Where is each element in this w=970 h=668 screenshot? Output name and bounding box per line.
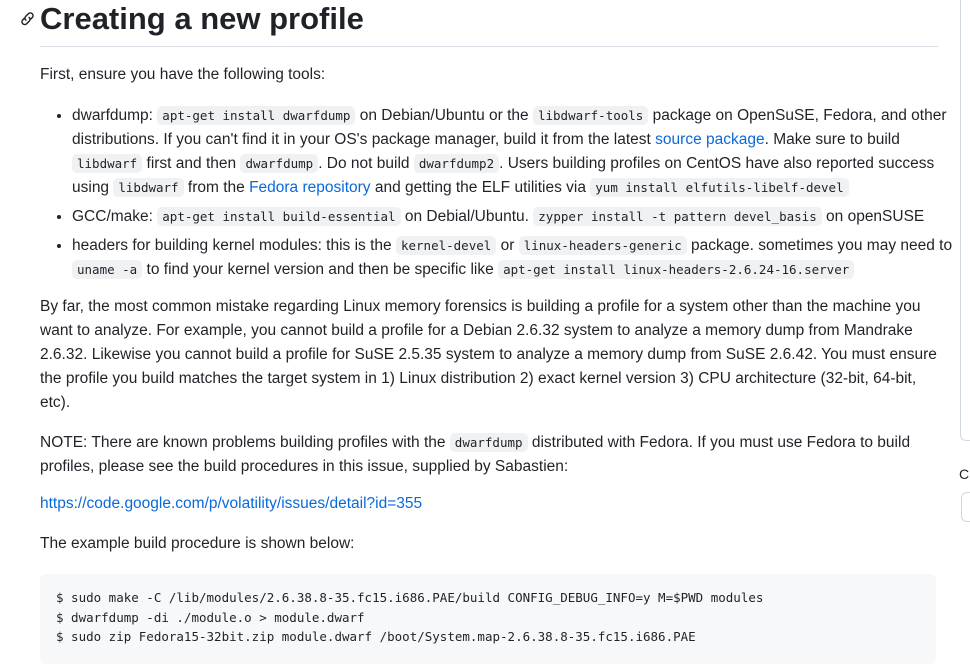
text: from the <box>183 179 250 196</box>
code-line: $ dwarfdump -di ./module.o > module.dwarf <box>56 609 365 625</box>
inline-code: libdwarf <box>113 178 183 197</box>
code-block[interactable] <box>40 574 936 664</box>
text: package. sometimes you may need to <box>686 237 953 254</box>
link-icon[interactable] <box>20 10 36 26</box>
inline-code: uname -a <box>72 260 142 279</box>
text: . Make sure to build <box>764 131 900 148</box>
text: to find your kernel version and then be specific like <box>142 261 499 278</box>
list-item <box>72 103 962 200</box>
example-intro: The example build procedure is shown below: <box>40 535 355 552</box>
text: GCC/make: <box>72 208 158 225</box>
page-title: Creating a new profile <box>40 1 364 36</box>
inline-code: kernel-devel <box>396 236 496 255</box>
list-item <box>72 233 962 282</box>
code-line: $ sudo zip Fedora15-32bit.zip module.dwarf /boot/System.map-2.6.38.8-35.fc15.i686.PAE <box>56 629 696 644</box>
mistake-paragraph: By far, the most common mistake regarding Linux memory forensics is building a profile for a system other than the machine you want to analyze. For example, you cannot build a profile for a Debian 2.6.32 system to analyze a memory dump from Mandrake 2.6.32. Likewise you cannot build a profile for SuSE 2.5.35 system to analyze a memory dump from SuSE 2.6.42. You must ensure the profile you build matches the target system in 1) Linux distribution 2) exact kernel version 3) CPU architecture (32-bit, 64-bit, etc). <box>40 298 937 411</box>
source-package-link[interactable]: source package <box>655 131 765 148</box>
text: on openSUSE <box>821 208 925 225</box>
text: . Users building profiles on CentOS have also reported success using <box>72 155 935 196</box>
code-line: $ sudo make -C /lib/modules/2.6.38.8-35.fc15.i686.PAE/build CONFIG_DEBUG_INFO=y M=$PWD modules <box>56 590 764 605</box>
inline-code: libdwarf <box>72 154 142 173</box>
text: or <box>496 237 519 254</box>
note-paragraph <box>40 431 940 479</box>
sidebar-panel-edge <box>960 0 970 441</box>
text: on Debian/Ubuntu or the <box>355 107 533 124</box>
text: on Debial/Ubuntu. <box>400 208 534 225</box>
text: dwarfdump: <box>72 107 158 124</box>
issue-link-paragraph <box>40 495 422 513</box>
issue-link[interactable]: https://code.google.com/p/volatility/issues/detail?id=355 <box>40 495 423 512</box>
inline-code: apt-get install dwarfdump <box>157 106 355 125</box>
inline-code: yum install elfutils-libelf-devel <box>590 178 848 197</box>
text: . Do not build <box>318 155 414 172</box>
sidebar-label: C <box>959 466 970 482</box>
fedora-repository-link[interactable]: Fedora repository <box>249 179 371 196</box>
inline-code: apt-get install build-essential <box>157 207 400 226</box>
intro-text: First, ensure you have the following tools: <box>40 66 326 83</box>
inline-code: dwarfdump2 <box>414 154 499 173</box>
sidebar-input-edge[interactable] <box>961 492 970 522</box>
inline-code: dwarfdump <box>450 433 528 452</box>
inline-code: linux-headers-generic <box>519 236 687 255</box>
wiki-article <box>18 0 953 644</box>
inline-code: dwarfdump <box>240 154 318 173</box>
tools-list <box>40 103 962 286</box>
text: headers for building kernel modules: this is the <box>72 237 396 254</box>
inline-code: zypper install -t pattern devel_basis <box>533 207 821 226</box>
inline-code: libdwarf-tools <box>533 106 648 125</box>
text: and getting the ELF utilities via <box>370 179 591 196</box>
text: first and then <box>142 155 241 172</box>
section-heading <box>40 0 938 47</box>
text: package on OpenSuSE, Fedora, and other distributions. If you can't find it in your OS's package manager, build it from the latest <box>72 107 947 148</box>
text: distributed with Fedora. If you must use Fedora to build profiles, please see the build procedures in this issue, supplied by Sabastien: <box>40 434 911 475</box>
inline-code: apt-get install linux-headers-2.6.24-16.server <box>498 260 854 279</box>
list-item <box>72 204 962 229</box>
text: NOTE: There are known problems building profiles with the <box>40 434 450 451</box>
